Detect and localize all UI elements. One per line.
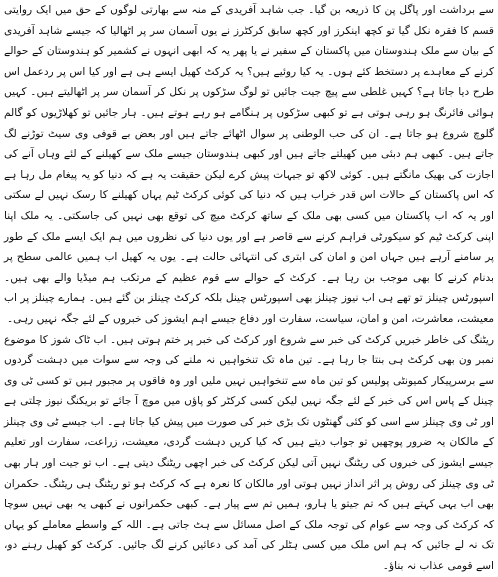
article-body bbox=[4, 0, 494, 573]
article-paragraph-2: ریٹنگ کی خاطر خبریں کرکٹ کی خبر سے شروع اور کرکٹ کی خبر پر ختم ہوتی ہیں۔ اب ٹاک شوز کا موضوع نمبر ون بھی کرکٹ ہی بنتا جا رہا ہے۔ تین ماہ تک تنخواہیں نہ ملنے کی وجہ سے سوات میں دہشت گردوں سے برسرپیکار کمیونٹی پولیس کو تین ماہ سے تنخواہیں نہیں ملیں اور وہ فاقوں پر مجبور ہیں تو کسی ٹی وی چینل کے پاس اس کی خبر کے لئے جگہ نہیں لیکن کسی کرکٹر کو پاؤں میں موچ آ جائے تو بریکنگ نیوز چلتی ہے اور ٹی وی چینلز سے اسی کو کئی گھنٹوں تک بڑی خبر کی صورت میں پیش کیا جاتا ہے۔ اب جیسے ٹی وی چینلز کے مالکان یہ ضرور پوچھیں تو جواب دیتے ہیں کہ کیا کریں دہشت گردی، معیشت، زراعت، سفارت اور تعلیم جیسے ایشوز کی خبروں کی ریٹنگ نہیں آتی لیکن کرکٹ کی خبر اچھی ریٹنگ دیتی ہے۔ اب تو جیت اور ہار بھی ٹی وی چینلز کی روش پر اثر انداز نہیں ہوتی اور مالکان کا نعرہ ہے کہ کرکٹ ہو تو ریٹنگ ہی ریٹنگ۔ حکمران بھی اب یہی کہتے ہیں کہ تم جیتو یا ہارو، ہمیں تم سے پیار ہے۔ کبھی حکمرانوں نے کبھی یہ بھی نہیں سوچا کہ کرکٹ کی وجہ سے عوام کی توجہ ملک کے اصل مسائل سے ہٹ جاتی ہے۔ اللہ کے واسطے معاملے کو یہاں تک نہ لے جائیں کہ ہم اس ملک میں کسی ہٹلر کی آمد کی دعائیں کرنے لگ جائیں۔ کرکٹ کو کھیل رہنے دو، اسے قومی عذاب نہ بناؤ۔ bbox=[4, 333, 494, 573]
article-paragraph-1: سے برداشت اور پاگل پن کا ذریعہ بن گیا۔ جب شاہد آفریدی کے منہ سے بھارتی لوگوں کے حق میں ایک روایتی قسم کا فقرہ نکل گیا تو کچھ اینکرز اور کچھ سابق کرکٹرز نے یوں آسمان سر پر اٹھالیا کہ جیسے شاہد آفریدی کے بیان سے ملک ہندوستان میں پاکستان کے سفیر نے یا پھر یہ کہ ابھی انہوں نے کشمیر کو ہندوستان کے حوالے کرنے کے معاہدے پر دستخط کئے ہوں۔ یہ کیا روئیے ہیں؟ یہ کرکٹ کھیل ایسے ہی ہے اور کیا اس پر ردعمل اس طرح دیا جاتا ہے؟ کہیں غلطی سے پیچ جیت جائیں تو لوگ سڑکوں پر نکل کر آسمان سر پر اٹھالیتے ہیں۔ کہیں ہوائی فائرنگ ہو رہی ہوتی ہے تو کبھی سڑکوں پر ہنگامے ہو رہے ہوتے ہیں۔ ہار جائیں تو کھلاڑیوں کو گالم گلوچ شروع ہو جاتا ہے۔ ان کی حب الوطنی پر سوال اٹھائے جاتے ہیں اور بعض بے قوفی وی سیٹ توڑنے لگ جاتے ہیں۔ کبھی ہم دبئی میں کھیلتے جاتے ہیں اور کبھی ہندوستان جیسے ملک سے کھیلنے کے لئے وہاں آنے کی اجازت کی بھیک مانگتے ہیں۔ کوئی لاکھ تو جیہات پیش کرے لیکن حقیقت یہ ہے کہ دنیا کو یہ پیغام مل رہا ہے کہ اس پاکستان کے حالات اس قدر خراب ہیں کہ دنیا کی کوئی کرکٹ ٹیم یہاں کھیلنے کا رسک نہیں لے سکتی اور یہ کہ اب پاکستان میں کسی بھی ملک کے ساتھ کرکٹ میچ کی توقع بھی نہیں کی جاسکتی۔ یہ ملک اپنا اپنی کرکٹ ٹیم کو سیکورٹی فراہم کرنے سے قاصر ہے اور یوں دنیا کی نظروں میں ہم ایک ایسے ملک کے طور پر سامنے آرہے ہیں جہاں امن و امان کی ابتری کی انتہائی حالت ہے۔ یوں یہ کھیل اب ہمیں عالمی سطح پر بدنام کرنے کا بھی موجب بن رہا ہے۔ کرکٹ کے حوالے سے قوم عظیم کے مرتکب ہم میڈیا والے بھی ہیں۔ اسپورٹس چینلز تو تھے ہی اب نیوز چینلز بھی اسپورٹس چینل بلکہ کرکٹ چینلز بن گئے ہیں۔ ہمارے چینلز پر اب معیشت، معاشرت، امن و امان، سیاست، سفارت اور دفاع جیسے اہم ایشوز کی خبروں کے لئے جگہ نہیں رہی۔ bbox=[4, 4, 494, 325]
